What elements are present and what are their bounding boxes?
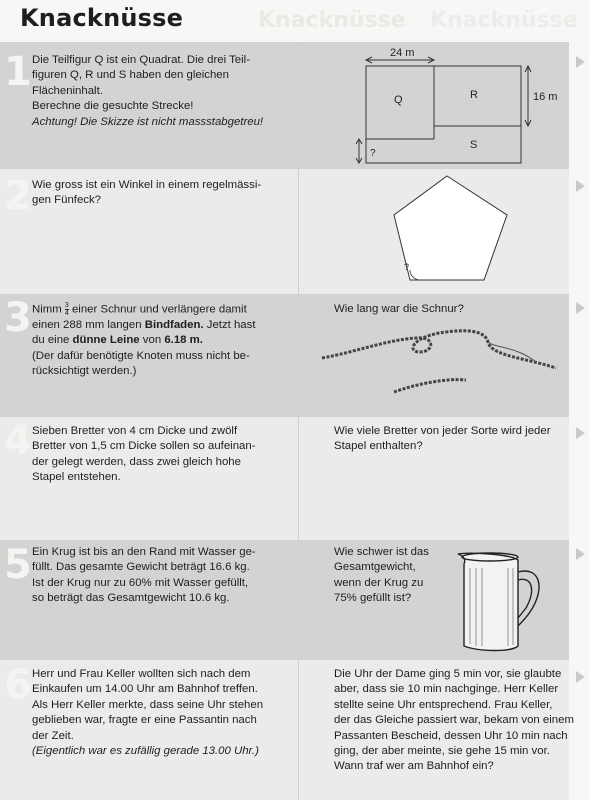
problem-5-question-line: Wie schwer ist das [334, 546, 429, 558]
problem-3-text-b-bold: Bindfaden. [144, 318, 204, 331]
ghost-title-bleed: Knacknüsse [258, 8, 406, 33]
problem-3-text-b1: einen 288 mm langen [32, 318, 145, 331]
arrow-right-icon [576, 302, 585, 314]
problem-4-line: Bretter von 1,5 cm Dicke sollen so aufeinan- [32, 440, 256, 453]
problem-5-line: so beträgt das Gesamtgewicht 10.6 kg. [32, 592, 230, 605]
problem-3-text-c1: du eine [32, 334, 73, 347]
problem-6-text [32, 667, 263, 759]
pentagon-figure [380, 170, 520, 290]
problem-3-text [32, 302, 256, 380]
string-illustration [316, 322, 566, 412]
problem-1-note: Achtung! Die Skizze ist nicht massstabgetreu! [32, 115, 264, 128]
problem-number-5: 5 [4, 542, 32, 588]
problem-5-question-line: Gesamtgewicht, [334, 561, 416, 574]
problem-4-question-line: Wie viele Bretter von jeder Sorte wird jeder [334, 425, 551, 437]
problem-5-line: Ist der Krug nur zu 60% mit Wasser gefüllt, [32, 576, 249, 589]
problem-3-question-line: Wie lang war die Schnur? [334, 303, 464, 315]
problem-number-3: 3 [4, 295, 32, 341]
problem-4-line: der gelegt werden, dass zwei gleich hohe [32, 455, 241, 468]
figure-r-label: R [470, 89, 478, 101]
jug-icon [450, 548, 550, 656]
pentagon-angle-mark: ? [404, 262, 410, 272]
problem-3-text-c-bold: dünne Leine [72, 334, 140, 347]
arrow-right-icon [576, 56, 585, 68]
problem-3-text-e: rücksichtigt werden.) [32, 365, 137, 378]
problem-3-text-a2: einer Schnur und verlängere damit [68, 303, 247, 316]
problem-6-question-line: der das Gleiche passiert war, bekam von einem [334, 714, 574, 727]
problem-6-line: geblieben war, fragte er eine Passantin nach [32, 714, 257, 727]
problem-3-text-c-bold2: 6.18 m. [164, 334, 203, 347]
figure-height-label: 16 m [533, 91, 558, 103]
problem-6-question-line: Wann traf wer am Bahnhof ein? [334, 760, 494, 773]
problem-4-text [32, 424, 256, 486]
problem-4-line: Sieben Bretter von 4 cm Dicke und zwölf [32, 425, 238, 437]
problem-3-text-a1: Nimm [32, 303, 65, 316]
figure-unknown-label: ? [370, 148, 376, 159]
problem-5-question-line: 75% gefüllt ist? [334, 592, 412, 605]
problem-3-question [334, 302, 464, 317]
problem-3-text-b2: Jetzt hast [203, 318, 256, 331]
problem-6-question-line: Passanten Bescheid, dessen Uhr 10 min nach [334, 729, 568, 742]
problem-4-line: Stapel entstehen. [32, 471, 121, 484]
problem-2-line: gen Fünfeck? [32, 194, 102, 207]
problem-3-text-d: (Der dafür benötigte Knoten muss nicht be- [32, 349, 250, 362]
problem-5-text [32, 545, 256, 607]
problem-5-line: füllt. Das gesamte Gewicht beträgt 16.6 kg. [32, 561, 250, 574]
problem-2-line: Wie gross ist ein Winkel in einem regelmässi- [32, 179, 262, 191]
problem-5-line: Ein Krug ist bis an den Rand mit Wasser ge- [32, 546, 256, 558]
problem-6-line: der Zeit. [32, 729, 74, 742]
column-divider [298, 42, 299, 800]
fraction-denominator: 4 [64, 310, 69, 317]
problem-5-question-line: wenn der Krug zu [334, 576, 424, 589]
arrow-right-icon [576, 180, 585, 192]
arrow-right-icon [576, 427, 585, 439]
ghost-title-bleed-right: Knacknüsse [430, 8, 578, 33]
problem-6-line: Einkaufen um 14.00 Uhr am Bahnhof treffen. [32, 683, 258, 696]
arrow-right-icon [576, 548, 585, 560]
figure-width-label: 24 m [390, 47, 415, 59]
problem-1-line: Die Teilfigur Q ist ein Quadrat. Die drei Teil- [32, 54, 250, 66]
page-title: Knacknüsse [20, 4, 184, 32]
rectangle-figure [350, 46, 560, 170]
problem-2-text [32, 178, 261, 209]
problem-4-question-line: Stapel enthalten? [334, 440, 423, 453]
problem-6-line: Als Herr Keller merkte, dass seine Uhr stehen [32, 698, 264, 711]
fraction-numerator: 3 [64, 302, 69, 309]
problem-1-line: figuren Q, R und S haben den gleichen [32, 69, 229, 82]
problem-1-text [32, 53, 263, 130]
problem-number-4: 4 [4, 418, 32, 464]
problem-1-line: Berechne die gesuchte Strecke! [32, 100, 194, 113]
problem-number-6: 6 [4, 662, 32, 708]
problem-5-question [334, 545, 429, 607]
problem-6-note: (Eigentlich war es zufällig gerade 13.00 Uhr.) [32, 745, 259, 758]
figure-q-label: Q [394, 94, 403, 106]
problem-6-question-line: stellte seine Uhr entsprechend. Frau Keller, [334, 698, 553, 711]
problem-number-1: 1 [4, 49, 32, 95]
arrow-right-icon [576, 671, 585, 683]
problem-6-question-line: ging, der aber meinte, sie gehe 15 min vor. [334, 745, 550, 758]
problem-3-text-c2: von [139, 334, 165, 347]
problem-number-2: 2 [4, 173, 32, 219]
problem-4-question [334, 424, 551, 455]
problem-6-question-line: aber, dass sie 10 min nachginge. Herr Keller [334, 683, 559, 696]
problem-6-line: Herr und Frau Keller wollten sich nach dem [32, 668, 251, 680]
figure-s-label: S [470, 139, 478, 151]
problem-6-question [334, 667, 574, 775]
problem-1-line: Flächeninhalt. [32, 84, 103, 97]
problem-6-question-line: Die Uhr der Dame ging 5 min vor, sie glaubte [334, 668, 562, 680]
